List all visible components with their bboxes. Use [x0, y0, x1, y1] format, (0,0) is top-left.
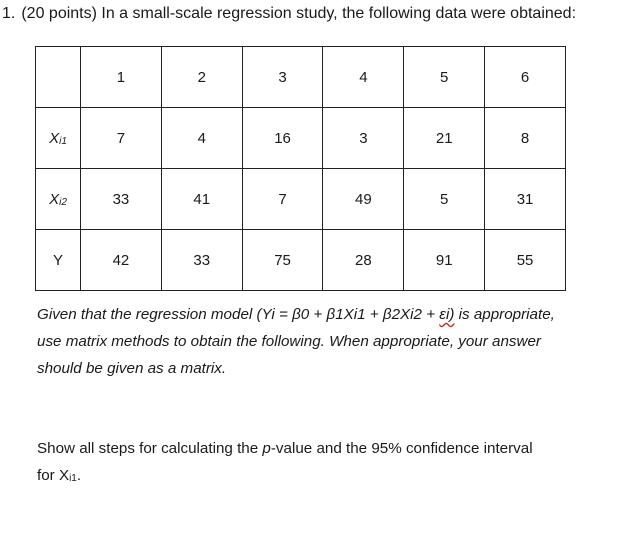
table-cell: 7	[81, 108, 162, 169]
task-line-1: Show all steps for calculating the p-value and the 95% confidence interval	[37, 440, 533, 457]
header-cell: 1	[81, 47, 162, 108]
table-cell: 55	[485, 230, 566, 291]
question-number: 1.	[2, 5, 16, 22]
table-cell: 4	[161, 108, 242, 169]
table-row-xi1	[36, 108, 566, 169]
epsilon-term: εi)	[439, 306, 455, 323]
header-cell: 4	[323, 47, 404, 108]
question-text: (20 points) In a small-scale regression study, the following data were obtained:	[21, 5, 577, 22]
table-cell: 49	[323, 169, 404, 230]
table-cell: 16	[242, 108, 323, 169]
table-cell: 21	[404, 108, 485, 169]
table-cell: 8	[485, 108, 566, 169]
task-line-2: for $X_{i1}$.	[37, 467, 82, 484]
table-header-row	[36, 47, 566, 108]
table-cell: 31	[485, 169, 566, 230]
table-corner-cell	[36, 47, 81, 108]
table-cell: 28	[323, 230, 404, 291]
model-description-line-2: use matrix methods to obtain the following. When appropriate, your answer	[37, 333, 541, 350]
table-row-y	[36, 230, 566, 291]
table-cell: 7	[242, 169, 323, 230]
table-row-xi2	[36, 169, 566, 230]
table-cell: 91	[404, 230, 485, 291]
table-cell: 75	[242, 230, 323, 291]
header-cell: 2	[161, 47, 242, 108]
question-heading	[2, 5, 576, 23]
table-cell: 33	[81, 169, 162, 230]
header-cell: 3	[242, 47, 323, 108]
data-table	[35, 46, 566, 291]
row-label-xi2: $X_{i2}$	[36, 169, 81, 230]
row-label-y: Y	[36, 230, 81, 291]
row-label-xi1: $X_{i1}$	[36, 108, 81, 169]
header-cell: 5	[404, 47, 485, 108]
model-description-line-1: Given that the regression model (Yi = β0 + β1Xi1 + β2Xi2 + εi) is appropriate,	[37, 306, 555, 323]
table-cell: 42	[81, 230, 162, 291]
header-cell: 6	[485, 47, 566, 108]
table-cell: 5	[404, 169, 485, 230]
model-description-line-3: should be given as a matrix.	[37, 360, 227, 377]
table-cell: 41	[161, 169, 242, 230]
table-cell: 33	[161, 230, 242, 291]
table-cell: 3	[323, 108, 404, 169]
